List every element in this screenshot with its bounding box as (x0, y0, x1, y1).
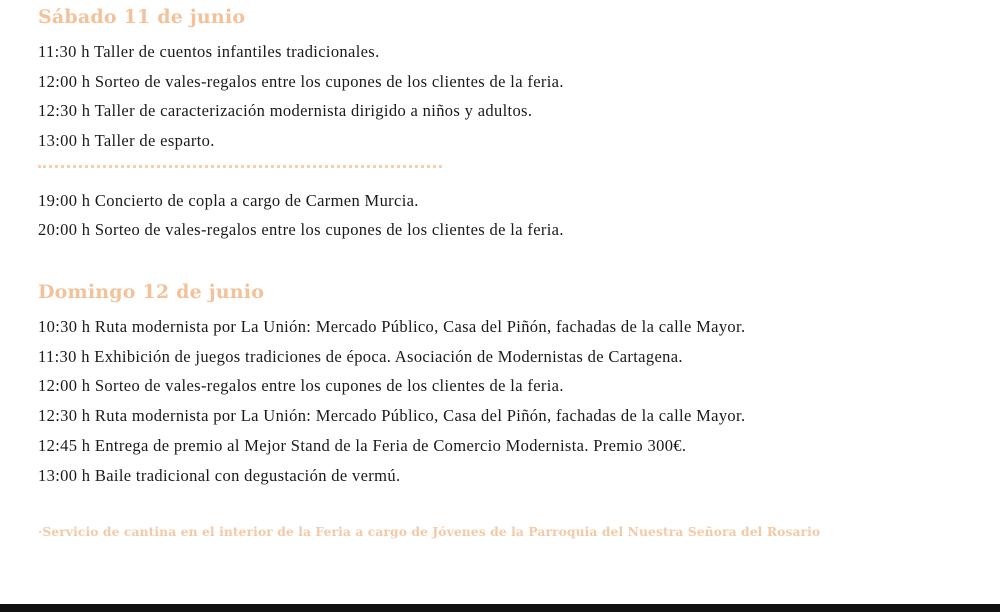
schedule-item: 20:00 h Sorteo de vales-regalos entre los cupones de los clientes de la feria. (38, 220, 564, 239)
schedule-item: 11:30 h Taller de cuentos infantiles tradicionales. (38, 42, 380, 61)
schedule-item: 10:30 h Ruta modernista por La Unión: Mercado Público, Casa del Piñón, fachadas de la calle Mayor. (38, 317, 746, 336)
sunday-heading: Domingo 12 de junio (38, 281, 265, 303)
schedule-item: 12:45 h Entrega de premio al Mejor Stand de la Feria de Comercio Modernista. Premio 300€. (38, 436, 687, 455)
schedule-item: 12:00 h Sorteo de vales-regalos entre los cupones de los clientes de la feria. (38, 72, 564, 91)
bottom-bar (0, 604, 1000, 612)
schedule-item: 12:30 h Taller de caracterización modernista dirigido a niños y adultos. (38, 101, 533, 120)
schedule-item: 12:00 h Sorteo de vales-regalos entre los cupones de los clientes de la feria. (38, 376, 564, 395)
schedule-item: 11:30 h Exhibición de juegos tradiciones de época. Asociación de Modernistas de Cartagena. (38, 347, 683, 366)
schedule-item: 13:00 h Baile tradicional con degustación de vermú. (38, 466, 401, 485)
schedule-item: 12:30 h Ruta modernista por La Unión: Mercado Público, Casa del Piñón, fachadas de la calle Mayor. (38, 406, 746, 425)
canteen-note: ·Servicio de cantina en el interior de la Feria a cargo de Jóvenes de la Parroquia del Nuestra Señora del Rosario (38, 524, 821, 539)
saturday-heading: Sábado 11 de junio (38, 6, 246, 28)
schedule-item: 19:00 h Concierto de copla a cargo de Carmen Murcia. (38, 191, 419, 210)
dotted-divider (38, 165, 442, 168)
schedule-item: 13:00 h Taller de esparto. (38, 131, 215, 150)
